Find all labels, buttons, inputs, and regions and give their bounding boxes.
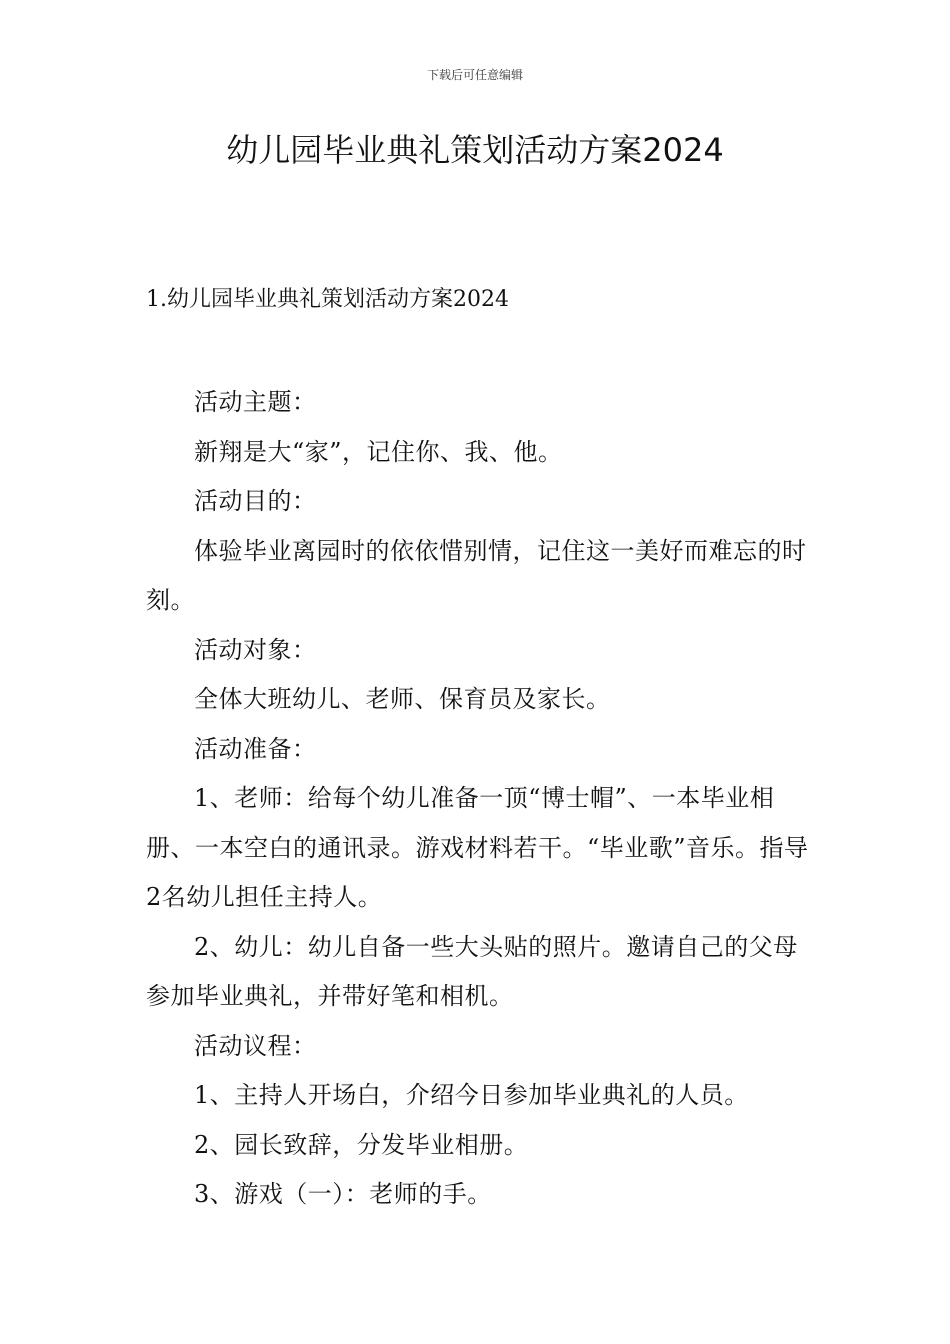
paragraph-agenda-label: 活动议程： — [194, 1031, 317, 1060]
paragraph-theme-label: 活动主题： — [194, 388, 317, 416]
paragraph-audience-label: 活动对象： — [194, 635, 317, 664]
paragraph-theme: 新翔是大“家”，记住你、我、他。 — [194, 437, 563, 466]
section-heading: 1.幼儿园毕业典礼策划活动方案2024 — [146, 287, 509, 312]
paragraph-prep-label: 活动准备： — [194, 734, 317, 763]
paragraph-goal: 体验毕业离园时的依依惜别情，记住这一美好而难忘的时刻。 — [146, 536, 807, 614]
body-text — [146, 378, 816, 1220]
paragraph-agenda-item-1: 1、主持人开场白，介绍今日参加毕业典礼的人员。 — [194, 1081, 749, 1109]
document-title: 幼儿园毕业典礼策划活动方案2024 — [226, 131, 724, 169]
paragraph-goal-label: 活动目的： — [194, 487, 317, 515]
paragraph-prep-children: 2、幼儿：幼儿自备一些大头贴的照片。邀请自己的父母参加毕业典礼，并带好笔和相机。 — [146, 932, 798, 1010]
paragraph-prep-teacher: 1、老师：给每个幼儿准备一顶“博士帽”、一本毕业相册、一本空白的通讯录。游戏材料若干。“毕业歌”音乐。指导2名幼儿担任主持人。 — [146, 784, 809, 911]
paragraph-audience: 全体大班幼儿、老师、保育员及家长。 — [194, 685, 611, 713]
header-note: 下载后可任意编辑 — [426, 68, 523, 82]
paragraph-agenda-item-2: 2、园长致辞，分发毕业相册。 — [194, 1130, 529, 1159]
paragraph-agenda-item-3: 3、游戏（一）：老师的手。 — [194, 1180, 492, 1208]
